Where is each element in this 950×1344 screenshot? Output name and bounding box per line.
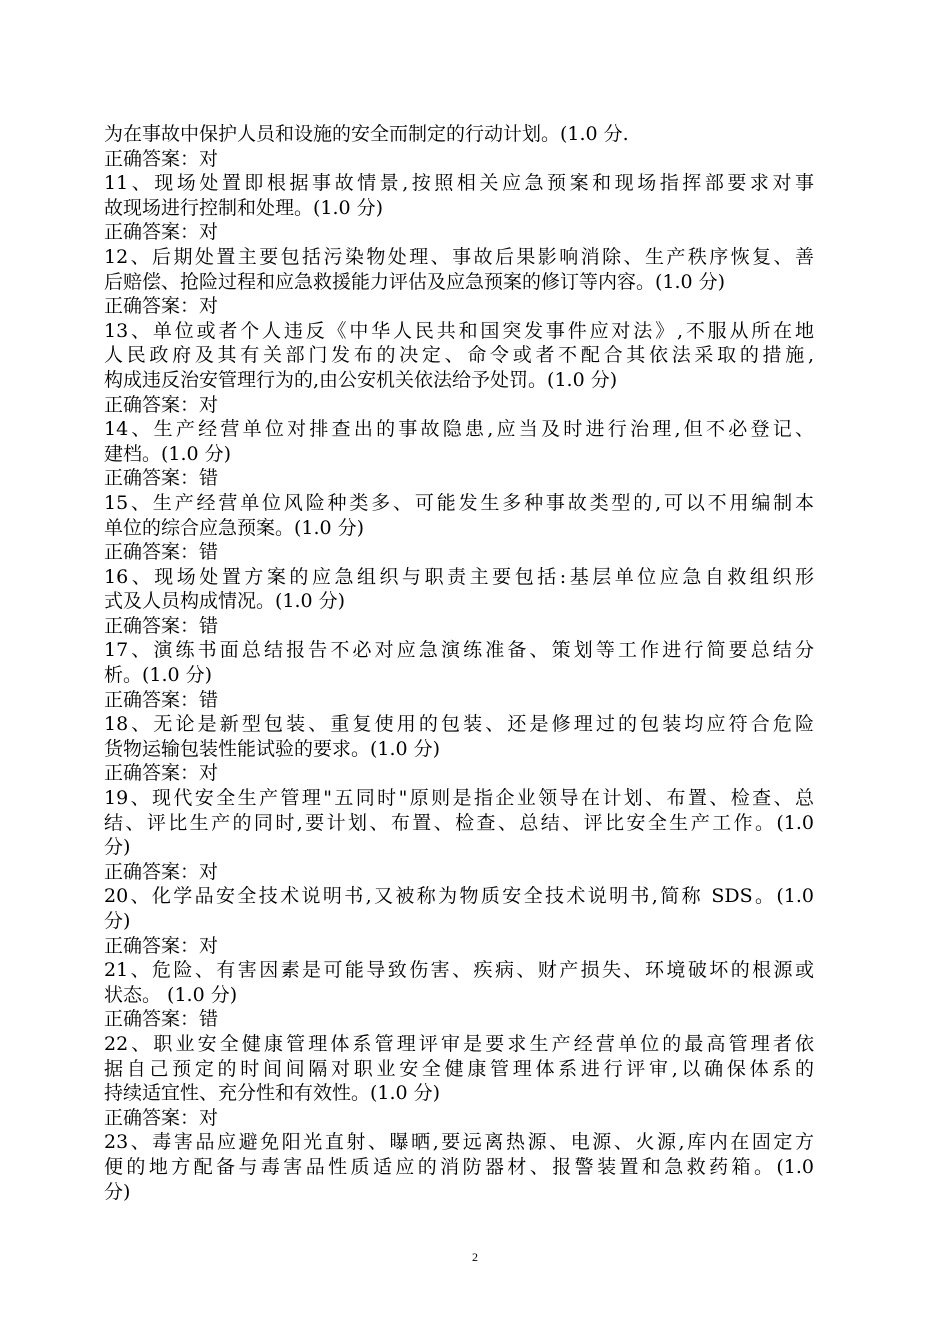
- text-line: 18、无论是新型包装、重复使用的包装、还是修理过的包装均应符合危险: [104, 713, 814, 736]
- document-body: [104, 122, 814, 1204]
- text-line: 便的地方配备与毒害品性质适应的消防器材、报警装置和急救药箱。(1.0: [104, 1155, 814, 1178]
- text-line: 19、现代安全生产管理"五同时"原则是指企业领导在计划、布置、检查、总: [104, 787, 814, 810]
- text-line: 单位的综合应急预案。(1.0 分): [104, 516, 365, 539]
- text-line: 22、职业安全健康管理体系管理评审是要求生产经营单位的最高管理者依: [104, 1032, 814, 1055]
- text-line: 式及人员构成情况。(1.0 分): [104, 590, 346, 613]
- text-line: 11、现场处置即根据事故情景,按照相关应急预案和现场指挥部要求对事: [104, 172, 814, 195]
- text-line: 构成违反治安管理行为的,由公安机关依法给予处罚。(1.0 分): [104, 368, 618, 391]
- text-line: 12、后期处置主要包括污染物处理、事故后果影响消除、生产秩序恢复、善: [104, 245, 814, 268]
- text-line: 21、危险、有害因素是可能导致伤害、疾病、财产损失、环境破坏的根源或: [104, 959, 814, 982]
- text-line: 结、评比生产的同时,要计划、布置、检查、总结、评比安全生产工作。(1.0: [104, 811, 814, 834]
- text-line: 据自己预定的时间间隔对职业安全健康管理体系进行评审,以确保体系的: [104, 1057, 814, 1080]
- text-line: 23、毒害品应避免阳光直射、曝晒,要远离热源、电源、火源,库内在固定方: [104, 1131, 814, 1154]
- text-line: 正确答案：错: [104, 541, 219, 564]
- text-line: 为在事故中保护人员和设施的安全而制定的行动计划。(1.0 分.: [104, 123, 629, 145]
- text-line: 分): [104, 836, 131, 859]
- text-line: 析。(1.0 分): [104, 664, 213, 687]
- text-line: 正确答案：对: [104, 221, 219, 244]
- text-line: 正确答案：错: [104, 1008, 219, 1031]
- text-line: 正确答案：错: [104, 614, 219, 637]
- text-line: 正确答案：对: [104, 393, 219, 416]
- page-number: 2: [472, 1250, 478, 1264]
- text-line: 分): [104, 1180, 131, 1203]
- text-line: 正确答案：对: [104, 762, 219, 785]
- text-line: 正确答案：错: [104, 688, 219, 711]
- text-line: 人民政府及其有关部门发布的决定、命令或者不配合其依法采取的措施,: [104, 344, 814, 367]
- text-line: 故现场进行控制和处理。(1.0 分): [104, 196, 384, 219]
- text-line: 正确答案：对: [104, 934, 219, 957]
- text-line: 分): [104, 910, 131, 932]
- text-line: 正确答案：对: [104, 860, 219, 883]
- text-line: 17、演练书面总结报告不必对应急演练准备、策划等工作进行简要总结分: [104, 639, 814, 662]
- text-line: 正确答案：错: [104, 467, 219, 490]
- text-line: 后赔偿、抢险过程和应急救援能力评估及应急预案的修订等内容。(1.0 分): [104, 270, 726, 293]
- text-line: 持续适宜性、充分性和有效性。(1.0 分): [104, 1082, 441, 1105]
- text-line: 20、化学品安全技术说明书,又被称为物质安全技术说明书,简称 SDS。(1.0: [104, 885, 814, 908]
- text-line: 15、生产经营单位风险种类多、可能发生多种事故类型的,可以不用编制本: [104, 491, 814, 514]
- text-line: 正确答案：对: [104, 295, 219, 318]
- text-line: 13、单位或者个人违反《中华人民共和国突发事件应对法》,不服从所在地: [104, 319, 814, 342]
- text-line: 16、现场处置方案的应急组织与职责主要包括:基层单位应急自救组织形: [104, 565, 814, 588]
- text-line: 正确答案：对: [104, 1106, 219, 1129]
- text-line: 货物运输包装性能试验的要求。(1.0 分): [104, 737, 441, 760]
- text-line: 状态。 (1.0 分): [104, 983, 238, 1006]
- text-line: 正确答案：对: [104, 147, 219, 170]
- text-line: 建档。(1.0 分): [104, 442, 232, 465]
- text-line: 14、生产经营单位对排查出的事故隐患,应当及时进行治理,但不必登记、: [104, 418, 814, 441]
